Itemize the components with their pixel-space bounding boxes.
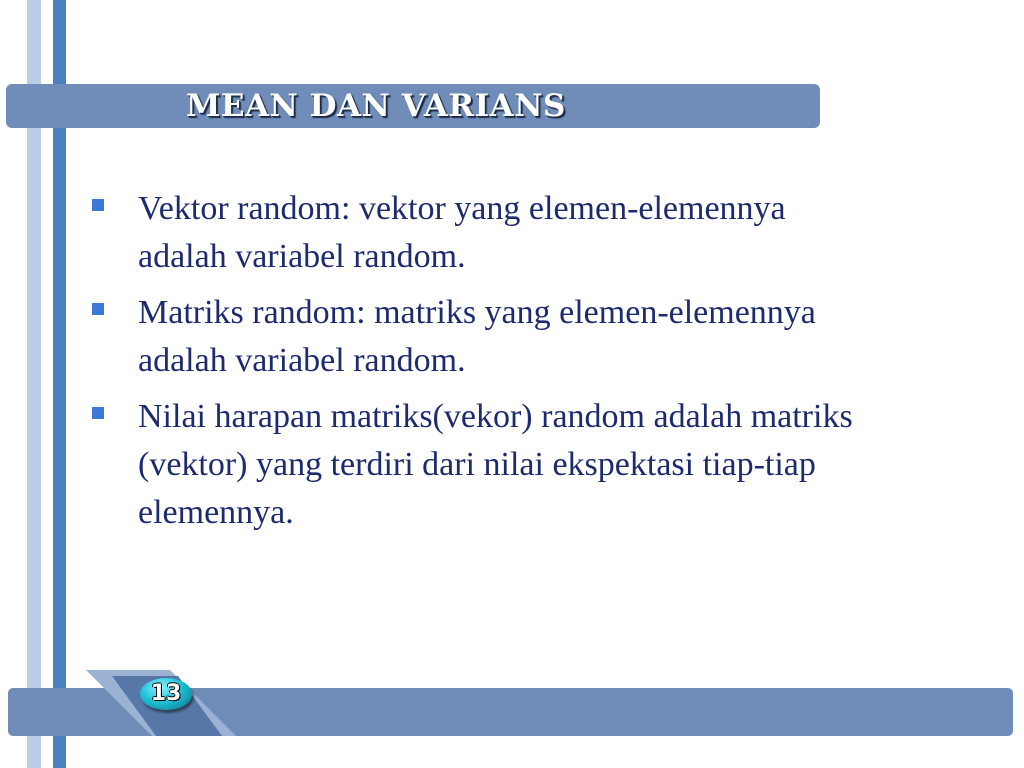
square-bullet-icon [92, 303, 104, 315]
bullet-text: Matriks random: matriks yang elemen-elemennya adalah variabel random. [138, 294, 816, 379]
bullet-item [90, 289, 880, 385]
page-number: 13 [150, 681, 182, 706]
bullet-text: Vektor random: vektor yang elemen-elemennya adalah variabel random. [138, 190, 786, 275]
square-bullet-icon [92, 199, 104, 211]
bullet-item [90, 393, 880, 537]
bullet-list [90, 185, 880, 545]
slide-title: MEAN DAN VARIANS [186, 88, 566, 124]
bullet-item [90, 185, 880, 281]
bullet-text: Nilai harapan matriks(vekor) random adalah matriks (vektor) yang terdiri dari nilai ekspektasi tiap-tiap elemennya. [138, 398, 853, 531]
square-bullet-icon [92, 407, 104, 419]
